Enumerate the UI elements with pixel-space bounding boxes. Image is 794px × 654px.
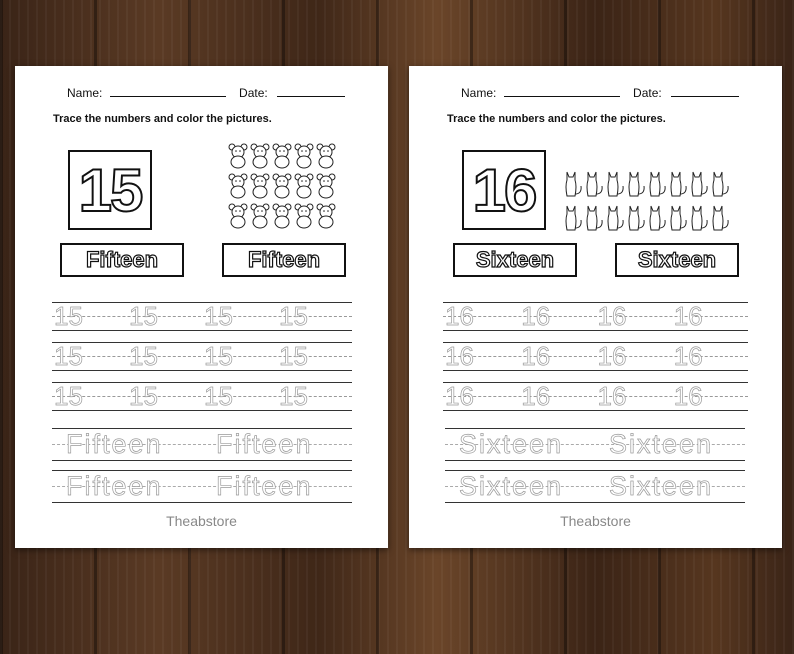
name-line (504, 86, 620, 97)
cat-icon (668, 168, 689, 198)
teddy-bear-icon (293, 142, 315, 170)
trace-number: 16 (597, 301, 627, 331)
teddy-bear-icon (271, 202, 293, 230)
outline-number: 16 (472, 156, 536, 224)
trace-number: 16 (597, 381, 627, 411)
number-trace-row (52, 302, 352, 332)
cat-icon (584, 168, 605, 198)
word-box-2 (615, 243, 739, 277)
trace-word: Fifteen (66, 471, 163, 501)
trace-number: 16 (597, 341, 627, 371)
trace-number: 15 (279, 301, 308, 331)
cat-icon (647, 168, 668, 198)
word-trace-row (445, 428, 745, 462)
cat-icon (626, 202, 647, 232)
trace-number: 16 (521, 301, 551, 331)
trace-number: 15 (279, 381, 308, 411)
date-line (671, 86, 739, 97)
cat-icon (605, 168, 626, 198)
trace-number: 16 (445, 381, 474, 411)
trace-word: Sixteen (459, 429, 564, 459)
word-box (60, 243, 184, 277)
trace-word: Sixteen (609, 471, 714, 501)
name-date-row (461, 86, 739, 100)
trace-number: 15 (54, 301, 83, 331)
instruction: Trace the numbers and color the pictures. (53, 113, 272, 125)
trace-number: 15 (54, 381, 83, 411)
worksheet-fifteen (15, 66, 388, 548)
picture-grid (227, 142, 337, 232)
name-label: Name: (461, 86, 497, 100)
trace-number: 16 (673, 381, 703, 411)
number-trace-row (443, 382, 748, 412)
worksheet-sixteen (409, 66, 782, 548)
footer-brand: Theabstore (560, 513, 631, 529)
trace-number: 16 (521, 341, 551, 371)
word-trace-row (445, 470, 745, 504)
cat-icon (689, 168, 710, 198)
teddy-bear-icon (293, 172, 315, 200)
teddy-bear-icon (271, 142, 293, 170)
trace-word: Sixteen (609, 429, 714, 459)
trace-number: 15 (129, 381, 158, 411)
trace-number: 16 (445, 341, 474, 371)
number-trace-row (52, 382, 352, 412)
cat-icon (563, 168, 584, 198)
trace-number: 15 (204, 381, 233, 411)
teddy-bear-icon (315, 172, 337, 200)
cat-icon (668, 202, 689, 232)
trace-number: 16 (673, 301, 703, 331)
name-date-row (67, 86, 345, 100)
cat-icon (689, 202, 710, 232)
word-trace-row (52, 428, 352, 462)
trace-number: 15 (204, 341, 233, 371)
trace-word: Fifteen (216, 471, 313, 501)
teddy-bear-icon (293, 202, 315, 230)
teddy-bear-icon (315, 142, 337, 170)
trace-number: 15 (204, 301, 233, 331)
word-box (453, 243, 577, 277)
cat-icon (710, 168, 731, 198)
teddy-bear-icon (227, 172, 249, 200)
trace-word: Fifteen (216, 429, 313, 459)
outline-number: 15 (78, 156, 142, 224)
cat-icon (563, 202, 584, 232)
teddy-bear-icon (315, 202, 337, 230)
teddy-bear-icon (249, 172, 271, 200)
number-trace-row (52, 342, 352, 372)
trace-number: 15 (54, 341, 83, 371)
outline-word: Sixteen (475, 247, 555, 272)
word-trace-row (52, 470, 352, 504)
teddy-bear-icon (227, 142, 249, 170)
trace-number: 15 (279, 341, 308, 371)
number-trace-row (443, 302, 748, 332)
number-box (462, 150, 546, 230)
trace-number: 16 (521, 381, 551, 411)
cat-icon (584, 202, 605, 232)
trace-word: Fifteen (66, 429, 163, 459)
trace-number: 15 (129, 341, 158, 371)
number-box (68, 150, 152, 230)
teddy-bear-icon (249, 142, 271, 170)
date-label: Date: (633, 86, 662, 100)
name-label: Name: (67, 86, 103, 100)
outline-word-2: Sixteen (637, 247, 717, 272)
cat-icon (710, 202, 731, 232)
teddy-bear-icon (271, 172, 293, 200)
word-box-2 (222, 243, 346, 277)
trace-word: Sixteen (459, 471, 564, 501)
cat-icon (626, 168, 647, 198)
trace-number: 16 (673, 341, 703, 371)
date-label: Date: (239, 86, 268, 100)
outline-word-2: Fifteen (247, 247, 321, 272)
date-line (277, 86, 345, 97)
outline-word: Fifteen (85, 247, 159, 272)
number-trace-row (443, 342, 748, 372)
cat-icon (605, 202, 626, 232)
teddy-bear-icon (227, 202, 249, 230)
footer-brand: Theabstore (166, 513, 237, 529)
picture-grid (563, 168, 731, 232)
name-line (110, 86, 226, 97)
trace-number: 15 (129, 301, 158, 331)
teddy-bear-icon (249, 202, 271, 230)
cat-icon (647, 202, 668, 232)
instruction: Trace the numbers and color the pictures. (447, 113, 666, 125)
trace-number: 16 (445, 301, 474, 331)
